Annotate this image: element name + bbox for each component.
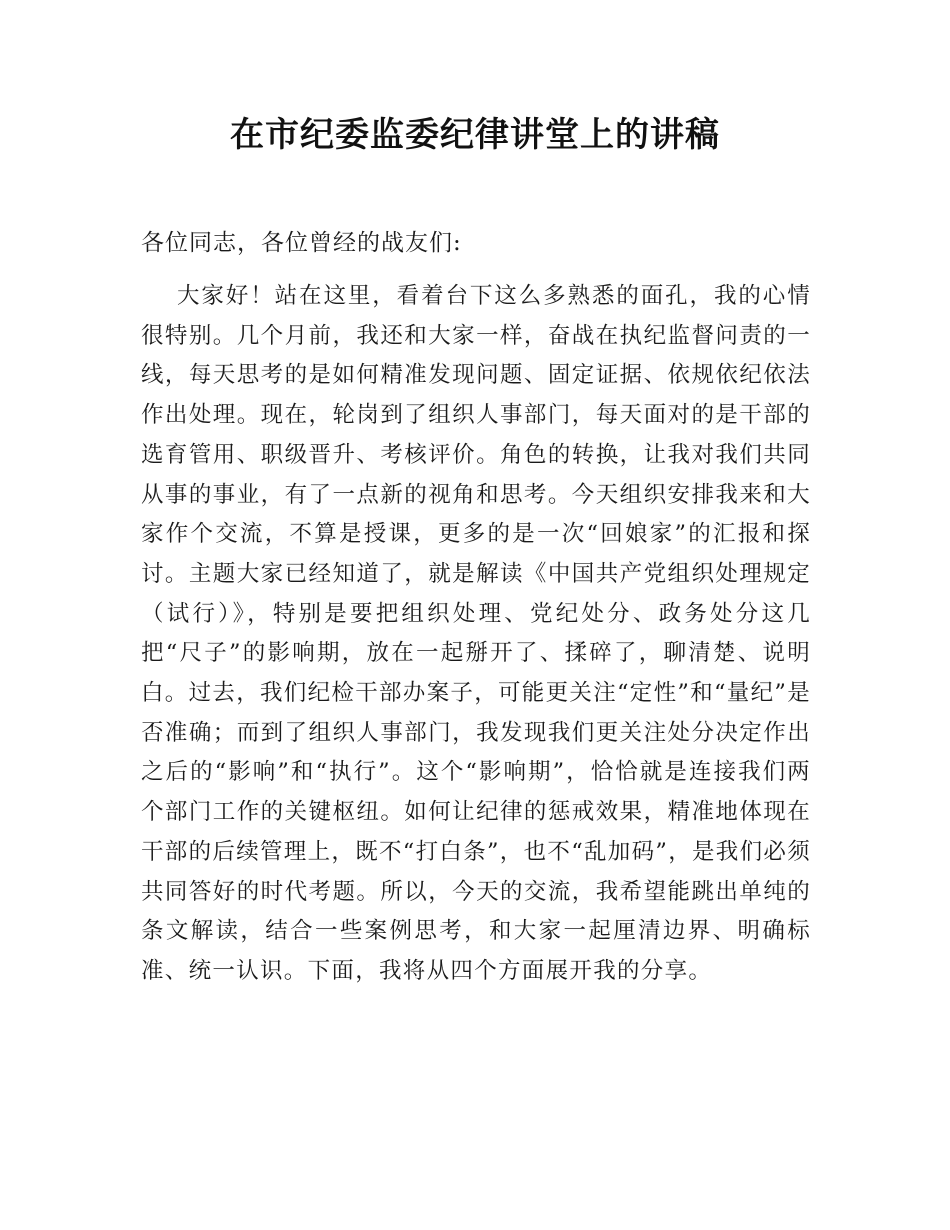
salutation: 各位同志，各位曾经的战友们:	[141, 230, 462, 256]
page-title: 在市纪委监委纪律讲堂上的讲稿	[230, 115, 720, 155]
body-paragraph: 大家好！站在这里，看着台下这么多熟悉的面孔，我的心情很特别。几个月前，我还和大家一样，奋战在执纪监督问责的一线，每天思考的是如何精准发现问题、固定证据、依规依纪依法作出处理。现在，轮岗到了组织人事部门，每天面对的是干部的选育管用、职级晋升、考核评价。角色的转换，让我对我们共同从事的事业，有了一点新的视角和思考。今天组织安排我来和大家作个交流，不算是授课，更多的是一次“回娘家”的汇报和探讨。主题大家已经知道了，就是解读《中国共产党组织处理规定（试行）》，特别是要把组织处理、党纪处分、政务处分这几把“尺子”的影响期，放在一起掰开了、揉碎了，聊清楚、说明白。过去，我们纪检干部办案子，可能更关注“定性”和“量纪”是否准确；而到了组织人事部门，我发现我们更关注处分决定作出之后的“影响”和“执行”。这个“影响期”，恰恰就是连接我们两个部门工作的关键枢纽。如何让纪律的惩戒效果，精准地体现在干部的后续管理上，既不“打白条”，也不“乱加码”，是我们必须共同答好的时代考题。所以，今天的交流，我希望能跳出单纯的条文解读，结合一些案例思考，和大家一起厘清边界、明确标准、统一认识。下面，我将从四个方面展开我的分享。	[141, 283, 812, 984]
